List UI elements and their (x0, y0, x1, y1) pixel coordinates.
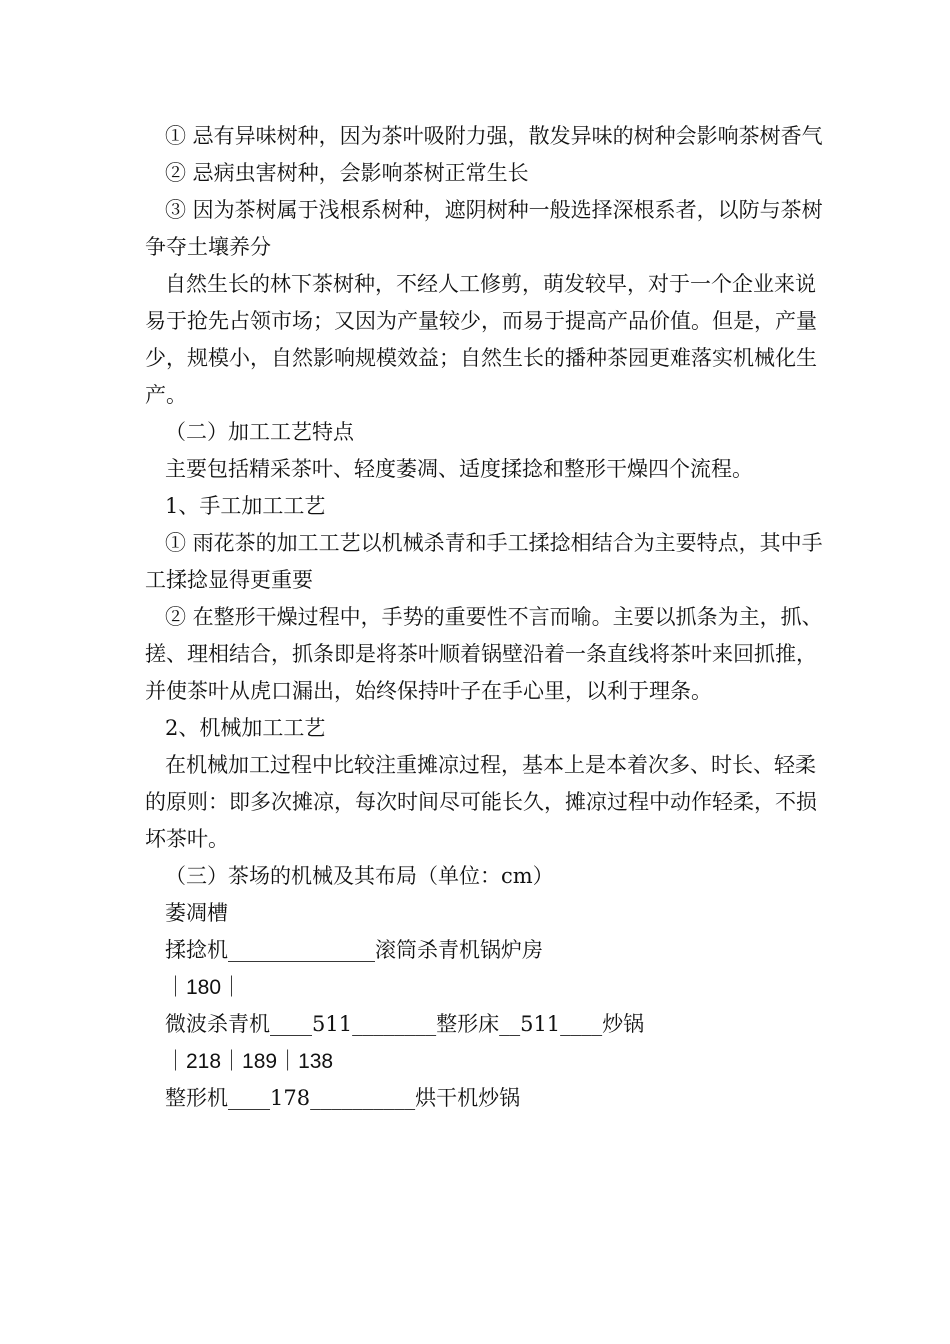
paragraph-shaping-drying: ② 在整形干燥过程中，手势的重要性不言而喻。主要以抓条为主，抓、搓、理相结合，抓条即是将茶叶顺着锅壁沿着一条直线将茶叶来回抓推，并使茶叶从虎口漏出，始终保持叶子在手心里，以利于理条。 (145, 605, 823, 703)
paragraph-avoid-pest-trees: ② 忌病虫害树种，会影响茶树正常生长 (165, 161, 529, 185)
paragraph-cooling-process: 在机械加工过程中比较注重摊凉过程，基本上是本着次多、时长、轻柔的原则：即多次摊凉，每次时间尽可能长久，摊凉过程中动作轻柔，不损坏茶叶。 (145, 753, 817, 851)
paragraph-natural-growth: 自然生长的林下茶树种，不经人工修剪，萌发较早，对于一个企业来说易于抢先占领市场；又因为产量较少，而易于提高产品价值。但是，产量少，规模小，自然影响规模效益；自然生长的播种茶园更难落实机械化生产。 (145, 272, 817, 407)
paragraph-four-processes: 主要包括精采茶叶、轻度萎凋、适度揉捻和整形干燥四个流程。 (165, 457, 753, 481)
paragraph-avoid-odor-trees: ① 忌有异味树种，因为茶叶吸附力强，散发异味的树种会影响茶树香气 (165, 124, 823, 148)
machinery-layout-diagram (145, 895, 835, 1117)
layout-line: 萎凋槽 (165, 901, 228, 925)
layout-line: 微波杀青机____511________整形床__511____炒锅 (165, 1012, 645, 1036)
layout-line: ｜218｜189｜138 (165, 1050, 334, 1073)
section-heading-processing: （二）加工工艺特点 (165, 420, 354, 444)
section-heading-machinery-layout: （三）茶场的机械及其布局（单位：cm） (165, 864, 554, 888)
paragraph-yuhua-tea: ① 雨花茶的加工工艺以机械杀青和手工揉捻相结合为主要特点，其中手工揉捻显得更重要 (145, 531, 823, 592)
layout-line: 揉捻机______________滚筒杀青机锅炉房 (165, 938, 543, 962)
subheading-manual-processing: 1、手工加工工艺 (165, 494, 326, 518)
document-body (145, 118, 835, 1117)
layout-line: 整形机____178__________烘干机炒锅 (165, 1086, 521, 1110)
subheading-machine-processing: 2、机械加工工艺 (165, 716, 326, 740)
paragraph-shallow-root: ③ 因为茶树属于浅根系树种，遮阴树种一般选择深根系者，以防与茶树争夺土壤养分 (145, 198, 823, 259)
layout-line: ｜180｜ (165, 976, 243, 999)
